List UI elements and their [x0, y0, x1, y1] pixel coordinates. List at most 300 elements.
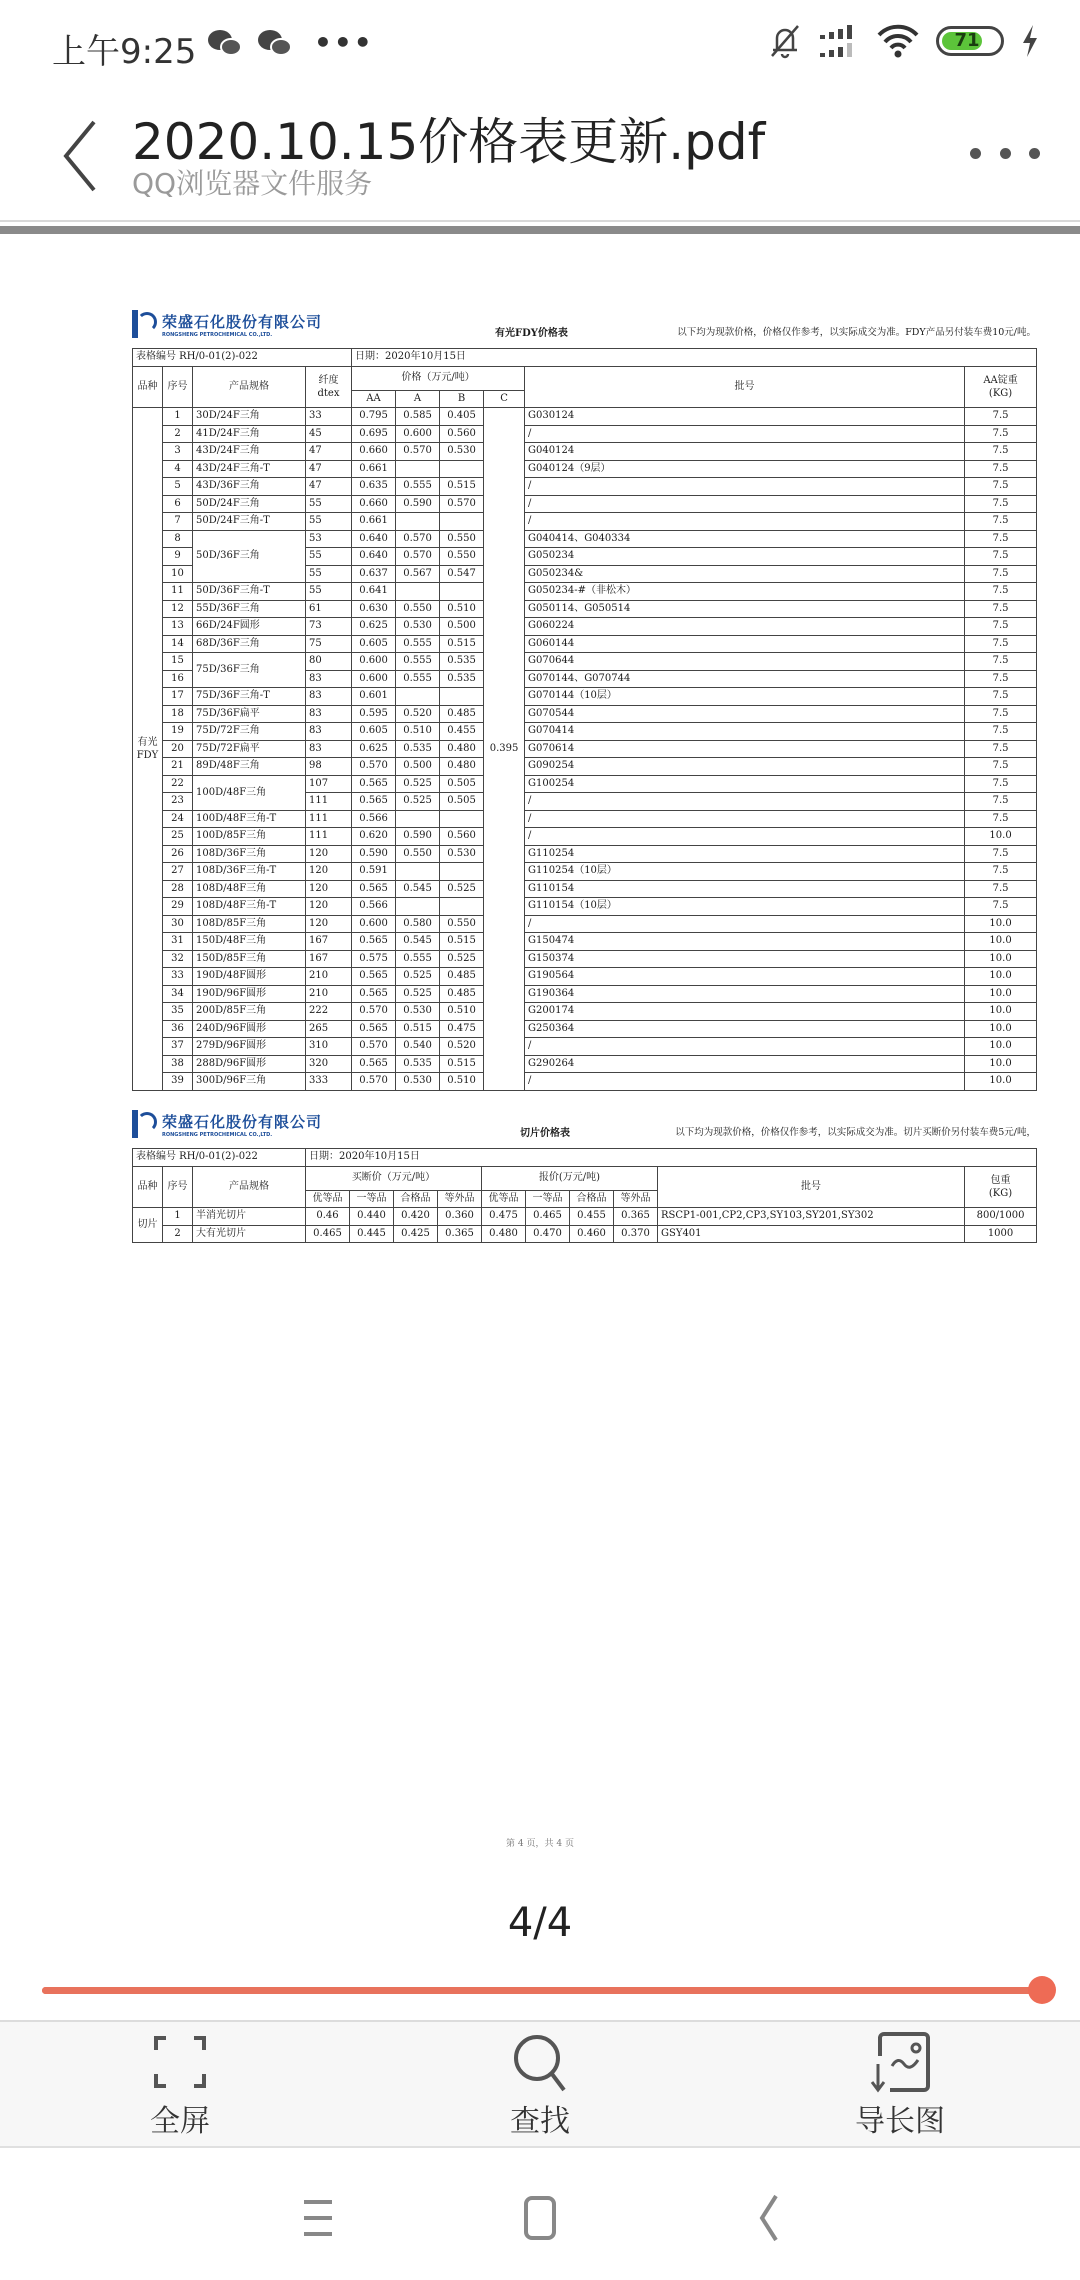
batch-cell: /: [525, 425, 965, 443]
quote-price-cell: 0.465: [526, 1208, 570, 1226]
spec-cell: 89D/48F三角: [193, 758, 306, 776]
price-aa-cell: 0.570: [352, 758, 396, 776]
nav-back-button[interactable]: [740, 2188, 800, 2248]
price-a-cell: 0.500: [396, 758, 440, 776]
price-aa-cell: 0.637: [352, 565, 396, 583]
table-row: [133, 863, 1037, 881]
price-aa-cell: 0.565: [352, 933, 396, 951]
batch-cell: G050234: [525, 548, 965, 566]
weight-cell: 10.0: [965, 1055, 1037, 1073]
weight-cell: 7.5: [965, 583, 1037, 601]
batch-cell: GSY401: [658, 1225, 965, 1243]
table-row: [133, 758, 1037, 776]
price-a-cell: [396, 460, 440, 478]
seq-cell: 18: [163, 705, 193, 723]
table-row: [133, 513, 1037, 531]
table-row: [133, 600, 1037, 618]
batch-cell: G250364: [525, 1020, 965, 1038]
dtex-cell: 53: [306, 530, 352, 548]
price-a-cell: 0.525: [396, 968, 440, 986]
price-b-cell: 0.485: [440, 985, 484, 1003]
price-aa-cell: 0.661: [352, 513, 396, 531]
pdf-page[interactable]: [0, 234, 1080, 1874]
wifi-icon: [876, 23, 920, 59]
weight-cell: 10.0: [965, 985, 1037, 1003]
batch-cell: G110254（10层）: [525, 863, 965, 881]
price-aa-cell: 0.570: [352, 1003, 396, 1021]
seq-cell: 2: [163, 1225, 193, 1243]
price-b-cell: [440, 513, 484, 531]
header-grade: 等外品: [438, 1190, 482, 1208]
price-b-cell: 0.515: [440, 933, 484, 951]
fdy-price-table: [132, 348, 1037, 1091]
seq-cell: 2: [163, 425, 193, 443]
batch-cell: G150474: [525, 933, 965, 951]
table-row: [133, 635, 1037, 653]
buyout-price-cell: 0.425: [394, 1225, 438, 1243]
quote-price-cell: 0.370: [614, 1225, 658, 1243]
header-a: A: [396, 390, 440, 408]
price-a-cell: 0.555: [396, 653, 440, 671]
quote-price-cell: 0.475: [482, 1208, 526, 1226]
batch-cell: /: [525, 1073, 965, 1091]
weight-cell: 7.5: [965, 530, 1037, 548]
price-b-cell: 0.550: [440, 530, 484, 548]
weight-cell: 800/1000: [965, 1208, 1037, 1226]
header-dtex: 纤度 dtex: [306, 366, 352, 408]
fullscreen-icon: [150, 2030, 210, 2094]
spec-cell: 75D/72F扁平: [193, 740, 306, 758]
slider-thumb[interactable]: [1028, 1976, 1056, 2004]
weight-cell: 10.0: [965, 1003, 1037, 1021]
price-b-cell: 0.515: [440, 478, 484, 496]
weight-cell: 10.0: [965, 1073, 1037, 1091]
batch-cell: G050234&: [525, 565, 965, 583]
seq-cell: 29: [163, 898, 193, 916]
price-a-cell: 0.515: [396, 1020, 440, 1038]
price-b-cell: 0.530: [440, 845, 484, 863]
seq-cell: 12: [163, 600, 193, 618]
batch-cell: G050234-#（非松木）: [525, 583, 965, 601]
page-separator: [0, 226, 1080, 234]
dtex-cell: 111: [306, 793, 352, 811]
batch-cell: RSCP1-001,CP2,CP3,SY103,SY201,SY302: [658, 1208, 965, 1226]
chip-price-sheet: [132, 1110, 1036, 1243]
seq-cell: 25: [163, 828, 193, 846]
spec-cell: 41D/24F三角: [193, 425, 306, 443]
price-b-cell: 0.535: [440, 653, 484, 671]
weight-cell: 7.5: [965, 425, 1037, 443]
price-b-cell: 0.570: [440, 495, 484, 513]
price-aa-cell: 0.595: [352, 705, 396, 723]
price-b-cell: 0.480: [440, 758, 484, 776]
price-a-cell: 0.570: [396, 530, 440, 548]
weight-cell: 7.5: [965, 408, 1037, 426]
spec-cell: 100D/48F三角-T: [193, 810, 306, 828]
logo-mark-icon: [132, 310, 158, 338]
sheet-note: 以下均为现款价格，价格仅作参考，以实际成交为准。FDY产品另付装车费10元/吨。: [677, 327, 1036, 338]
price-b-cell: 0.550: [440, 548, 484, 566]
header-aa: AA: [352, 390, 396, 408]
weight-cell: 7.5: [965, 565, 1037, 583]
weight-cell: 7.5: [965, 863, 1037, 881]
spec-cell: 108D/48F三角-T: [193, 898, 306, 916]
header-grade: 一等品: [350, 1190, 394, 1208]
header-grade: 等外品: [614, 1190, 658, 1208]
spec-cell: 200D/85F三角: [193, 1003, 306, 1021]
batch-cell: G100254: [525, 775, 965, 793]
weight-cell: 1000: [965, 1225, 1037, 1243]
bell-muted-icon: [768, 22, 802, 60]
price-aa-cell: 0.641: [352, 583, 396, 601]
more-options-button[interactable]: [970, 138, 1040, 168]
seq-cell: 1: [163, 1208, 193, 1226]
price-a-cell: 0.570: [396, 548, 440, 566]
spec-cell: 288D/96F圆形: [193, 1055, 306, 1073]
fullscreen-button[interactable]: [90, 2030, 270, 2146]
seq-cell: 33: [163, 968, 193, 986]
price-aa-cell: 0.575: [352, 950, 396, 968]
seq-cell: 28: [163, 880, 193, 898]
batch-cell: /: [525, 828, 965, 846]
seq-cell: 22: [163, 775, 193, 793]
header-seq: 序号: [163, 366, 193, 408]
spec-cell: 43D/24F三角-T: [193, 460, 306, 478]
spec-cell: 75D/36F三角-T: [193, 688, 306, 706]
price-b-cell: 0.510: [440, 1073, 484, 1091]
weight-cell: 7.5: [965, 810, 1037, 828]
weight-cell: 10.0: [965, 950, 1037, 968]
price-b-cell: 0.525: [440, 880, 484, 898]
price-a-cell: [396, 863, 440, 881]
spec-cell: 半消光切片: [193, 1208, 306, 1226]
weight-cell: 10.0: [965, 968, 1037, 986]
spec-cell: 300D/96F三角: [193, 1073, 306, 1091]
table-row: [133, 1208, 1037, 1226]
header-grade: 合格品: [394, 1190, 438, 1208]
weight-cell: 7.5: [965, 775, 1037, 793]
dtex-cell: 61: [306, 600, 352, 618]
home-button[interactable]: [510, 2188, 570, 2248]
header-seq: 序号: [163, 1166, 193, 1208]
dot-icon: [1029, 148, 1040, 159]
seq-cell: 9: [163, 548, 193, 566]
price-a-cell: [396, 898, 440, 916]
sheet-date: 日期：2020年10月15日: [352, 349, 1037, 367]
price-b-cell: 0.510: [440, 600, 484, 618]
dtex-cell: 83: [306, 723, 352, 741]
spec-cell: 50D/24F三角: [193, 495, 306, 513]
dot-icon: [970, 148, 981, 159]
header-price-group: 价格（万元/吨）: [352, 366, 525, 390]
weight-cell: 7.5: [965, 705, 1037, 723]
batch-cell: G040414、G040334: [525, 530, 965, 548]
company-name-cn: 荣盛石化股份有限公司: [162, 1112, 323, 1131]
weight-cell: 7.5: [965, 758, 1037, 776]
dtex-cell: 120: [306, 880, 352, 898]
table-row: [133, 1038, 1037, 1056]
table-row: [133, 530, 1037, 548]
header-grade: 优等品: [482, 1190, 526, 1208]
back-button[interactable]: [52, 110, 112, 200]
dtex-cell: 265: [306, 1020, 352, 1038]
price-aa-cell: 0.640: [352, 530, 396, 548]
price-a-cell: 0.535: [396, 1055, 440, 1073]
variety-cell: 有光 FDY: [133, 408, 163, 1091]
table-row: [133, 775, 1037, 793]
variety-cell: 切片: [133, 1208, 163, 1243]
batch-cell: /: [525, 478, 965, 496]
spec-cell: 108D/85F三角: [193, 915, 306, 933]
batch-cell: G060144: [525, 635, 965, 653]
weight-cell: 10.0: [965, 915, 1037, 933]
dtex-cell: 47: [306, 443, 352, 461]
status-time: 上午9:25: [52, 32, 197, 72]
dtex-cell: 120: [306, 863, 352, 881]
price-b-cell: 0.515: [440, 635, 484, 653]
price-a-cell: 0.525: [396, 793, 440, 811]
long-image-icon: [868, 2030, 932, 2094]
spec-cell: 75D/36F三角: [193, 653, 306, 688]
price-aa-cell: 0.565: [352, 793, 396, 811]
seq-cell: 20: [163, 740, 193, 758]
price-b-cell: [440, 810, 484, 828]
header-weight: AA锭重 (KG): [965, 366, 1037, 408]
export-long-image-button[interactable]: [810, 2030, 990, 2146]
seq-cell: 13: [163, 618, 193, 636]
seq-cell: 27: [163, 863, 193, 881]
weight-cell: 7.5: [965, 618, 1037, 636]
table-row: [133, 880, 1037, 898]
status-bar: [0, 0, 1080, 90]
price-aa-cell: 0.640: [352, 548, 396, 566]
table-row: [133, 810, 1037, 828]
header-spec: 产品规格: [193, 366, 306, 408]
price-a-cell: 0.530: [396, 1003, 440, 1021]
seq-cell: 38: [163, 1055, 193, 1073]
price-aa-cell: 0.601: [352, 688, 396, 706]
price-aa-cell: 0.600: [352, 915, 396, 933]
price-b-cell: 0.405: [440, 408, 484, 426]
dtex-cell: 120: [306, 845, 352, 863]
header-weight: 包重 (KG): [965, 1166, 1037, 1208]
quote-price-cell: 0.460: [570, 1225, 614, 1243]
price-aa-cell: 0.661: [352, 460, 396, 478]
weight-cell: 7.5: [965, 793, 1037, 811]
table-row: [133, 1003, 1037, 1021]
price-b-cell: 0.485: [440, 968, 484, 986]
document-source: QQ浏览器文件服务: [132, 167, 373, 200]
dtex-cell: 210: [306, 985, 352, 1003]
dtex-cell: 210: [306, 968, 352, 986]
batch-cell: /: [525, 1038, 965, 1056]
weight-cell: 7.5: [965, 513, 1037, 531]
dtex-cell: 107: [306, 775, 352, 793]
batch-cell: G030124: [525, 408, 965, 426]
header-batch: 批号: [525, 366, 965, 408]
price-b-cell: 0.505: [440, 793, 484, 811]
table-row: [133, 933, 1037, 951]
price-a-cell: 0.525: [396, 985, 440, 1003]
table-row: [133, 985, 1037, 1003]
header-grade: 优等品: [306, 1190, 350, 1208]
quote-price-cell: 0.365: [614, 1208, 658, 1226]
dtex-cell: 167: [306, 950, 352, 968]
price-a-cell: 0.580: [396, 915, 440, 933]
seq-cell: 39: [163, 1073, 193, 1091]
table-row: [133, 688, 1037, 706]
seq-cell: 3: [163, 443, 193, 461]
batch-cell: G110154（10层）: [525, 898, 965, 916]
spec-cell: 43D/24F三角: [193, 443, 306, 461]
table-row: [133, 898, 1037, 916]
price-a-cell: 0.567: [396, 565, 440, 583]
price-a-cell: 0.590: [396, 495, 440, 513]
spec-cell: 55D/36F三角: [193, 600, 306, 618]
dtex-cell: 310: [306, 1038, 352, 1056]
batch-cell: G070544: [525, 705, 965, 723]
seq-cell: 24: [163, 810, 193, 828]
price-b-cell: [440, 460, 484, 478]
price-aa-cell: 0.565: [352, 968, 396, 986]
dtex-cell: 55: [306, 495, 352, 513]
spec-cell: 190D/96F圆形: [193, 985, 306, 1003]
price-aa-cell: 0.695: [352, 425, 396, 443]
price-a-cell: 0.570: [396, 443, 440, 461]
dtex-cell: 75: [306, 635, 352, 653]
batch-cell: /: [525, 513, 965, 531]
table-row: [133, 443, 1037, 461]
price-a-cell: [396, 810, 440, 828]
price-aa-cell: 0.565: [352, 1055, 396, 1073]
dot-icon: [1000, 148, 1011, 159]
price-a-cell: 0.540: [396, 1038, 440, 1056]
price-a-cell: [396, 513, 440, 531]
spec-cell: 279D/96F圆形: [193, 1038, 306, 1056]
table-row: [133, 425, 1037, 443]
dtex-cell: 120: [306, 898, 352, 916]
price-a-cell: 0.585: [396, 408, 440, 426]
form-number: 表格编号 RH/0-01(2)-022: [133, 349, 352, 367]
batch-cell: /: [525, 810, 965, 828]
weight-cell: 7.5: [965, 460, 1037, 478]
spec-cell: 150D/48F三角: [193, 933, 306, 951]
price-b-cell: 0.520: [440, 1038, 484, 1056]
header-batch: 批号: [658, 1166, 965, 1208]
header-b: B: [440, 390, 484, 408]
more-dots-icon: •••: [314, 26, 374, 59]
table-row: [133, 1073, 1037, 1091]
dtex-cell: 98: [306, 758, 352, 776]
seq-cell: 23: [163, 793, 193, 811]
batch-cell: G190564: [525, 968, 965, 986]
dtex-cell: 320: [306, 1055, 352, 1073]
price-b-cell: 0.547: [440, 565, 484, 583]
system-nav-bar: [0, 2150, 1080, 2280]
price-c-cell: 0.395: [484, 408, 525, 1091]
weight-cell: 7.5: [965, 740, 1037, 758]
pdf-page-footer: 第 4 页，共 4 页: [506, 1839, 574, 1849]
price-a-cell: 0.535: [396, 740, 440, 758]
weight-cell: 10.0: [965, 828, 1037, 846]
fullscreen-label: 全屏: [150, 2104, 210, 2139]
batch-cell: G190364: [525, 985, 965, 1003]
quote-price-cell: 0.455: [570, 1208, 614, 1226]
price-aa-cell: 0.630: [352, 600, 396, 618]
price-a-cell: 0.550: [396, 600, 440, 618]
weight-cell: 7.5: [965, 688, 1037, 706]
header-grade: 合格品: [570, 1190, 614, 1208]
table-row: [133, 1225, 1037, 1243]
price-aa-cell: 0.565: [352, 775, 396, 793]
seq-cell: 15: [163, 653, 193, 671]
price-b-cell: 0.515: [440, 1055, 484, 1073]
wechat-icon: [208, 28, 244, 58]
bottom-toolbar: [0, 2020, 1080, 2148]
batch-cell: G150374: [525, 950, 965, 968]
sheet-date: 日期：2020年10月15日: [306, 1149, 1037, 1167]
batch-cell: G070144（10层）: [525, 688, 965, 706]
batch-cell: G040124（9层）: [525, 460, 965, 478]
price-b-cell: 0.550: [440, 915, 484, 933]
price-aa-cell: 0.565: [352, 1020, 396, 1038]
batch-cell: G110154: [525, 880, 965, 898]
spec-cell: 43D/36F三角: [193, 478, 306, 496]
batch-cell: G070614: [525, 740, 965, 758]
header-grade: 一等品: [526, 1190, 570, 1208]
page-slider[interactable]: [42, 1975, 1042, 2005]
batch-cell: G040124: [525, 443, 965, 461]
price-aa-cell: 0.625: [352, 740, 396, 758]
recent-apps-button[interactable]: [288, 2188, 348, 2248]
price-a-cell: 0.555: [396, 478, 440, 496]
weight-cell: 7.5: [965, 548, 1037, 566]
seq-cell: 14: [163, 635, 193, 653]
export-long-image-label: 导长图: [855, 2104, 945, 2139]
header-spec: 产品规格: [193, 1166, 306, 1208]
price-a-cell: 0.530: [396, 1073, 440, 1091]
price-aa-cell: 0.570: [352, 1073, 396, 1091]
weight-cell: 7.5: [965, 653, 1037, 671]
spec-cell: 108D/48F三角: [193, 880, 306, 898]
dtex-cell: 111: [306, 828, 352, 846]
sheet-header: [132, 1110, 1036, 1148]
price-aa-cell: 0.660: [352, 443, 396, 461]
spec-cell: 68D/36F三角: [193, 635, 306, 653]
price-aa-cell: 0.600: [352, 670, 396, 688]
buyout-price-cell: 0.360: [438, 1208, 482, 1226]
charging-icon: [1020, 24, 1040, 58]
form-number: 表格编号 RH/0-01(2)-022: [133, 1149, 306, 1167]
spec-cell: 190D/48F圆形: [193, 968, 306, 986]
price-aa-cell: 0.566: [352, 810, 396, 828]
find-button[interactable]: [450, 2030, 630, 2146]
dtex-cell: 55: [306, 583, 352, 601]
batch-cell: /: [525, 793, 965, 811]
header-c: C: [484, 390, 525, 408]
spec-cell: 150D/85F三角: [193, 950, 306, 968]
fdy-price-sheet: [132, 310, 1036, 1091]
dtex-cell: 83: [306, 740, 352, 758]
price-a-cell: 0.510: [396, 723, 440, 741]
dtex-cell: 83: [306, 670, 352, 688]
table-row: [133, 1020, 1037, 1038]
spec-cell: 100D/48F三角: [193, 775, 306, 810]
price-aa-cell: 0.565: [352, 880, 396, 898]
seq-cell: 35: [163, 1003, 193, 1021]
dtex-cell: 55: [306, 548, 352, 566]
header-buyout-group: 买断价（万元/吨）: [306, 1166, 482, 1190]
